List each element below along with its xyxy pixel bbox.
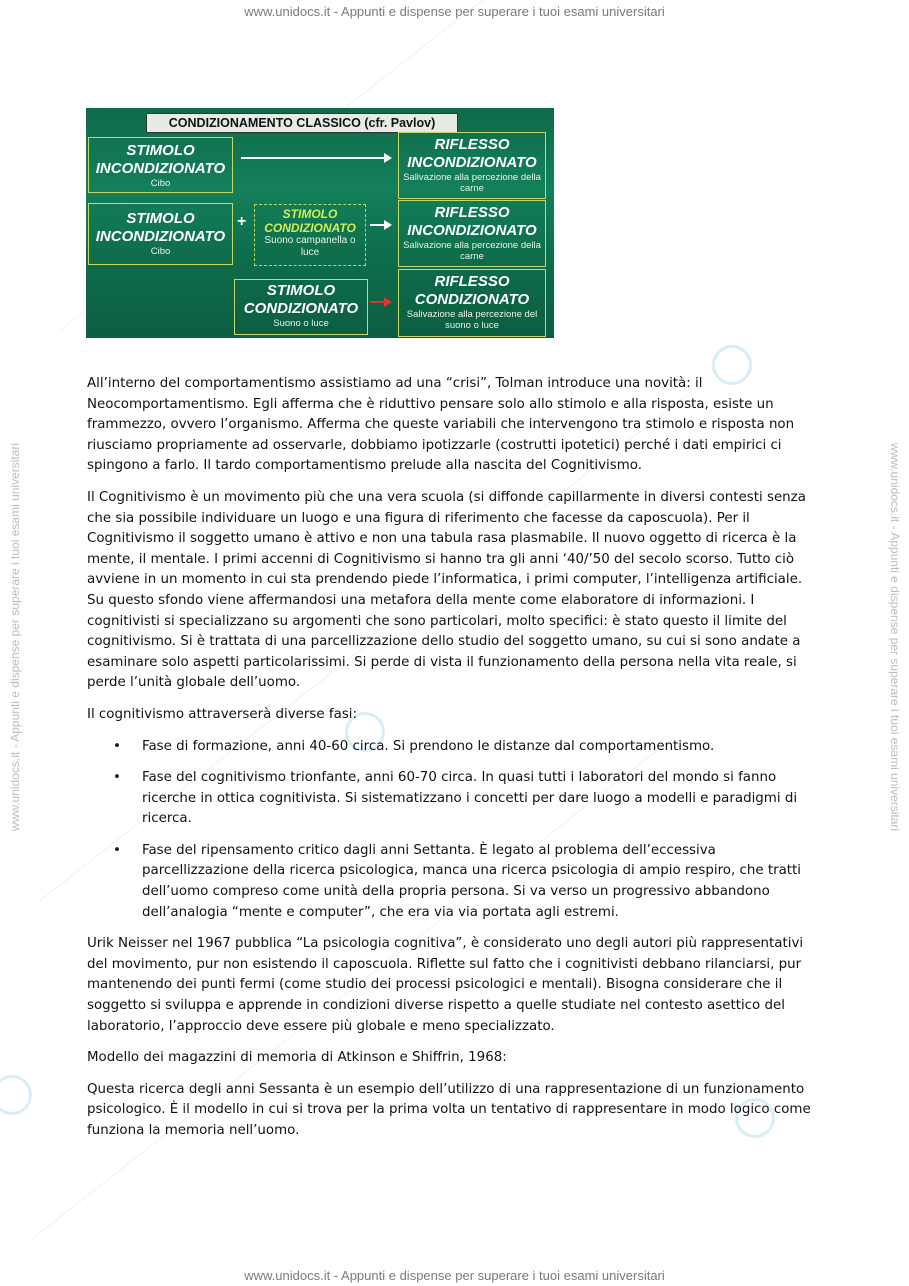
list-item [87,768,822,830]
phase-text: Fase del ripensamento critico dagli anni Settanta. È legato al problema dell’eccessiva parcellizzazione della ricerca psicologica, manca una ricerca psicologia di ampio respiro, che tratti dell’uomo compreso come unità della propria persona. Si va verso un progressivo abbandono dell’analogia “mente e computer”, che era via via portata agli estremi. [142,842,802,920]
watermark-logo-icon [0,1075,32,1115]
watermark-side-right: www.unidocs.it - Appunti e dispense per superare i tuoi esami universitari [888,442,902,832]
document-body [87,374,822,1153]
row2-left-label: STIMOLO INCONDIZIONATO [95,210,226,245]
row2-conditioned-stimulus-box [254,204,366,266]
row1-unconditioned-stimulus-box [88,137,233,193]
row1-left-label: STIMOLO INCONDIZIONATO [95,142,226,177]
watermark-footer: www.unidocs.it - Appunti e dispense per superare i tuoi esami universitari [244,1268,665,1283]
row3-right-sub: Salivazione alla percezione del suono o luce [406,309,538,331]
row2-unconditioned-reflex-box [398,200,546,267]
list-item [87,841,822,923]
row1-right-label: RIFLESSO INCONDIZIONATO [407,136,537,171]
paragraph-memoria: Questa ricerca degli anni Sessanta è un esempio dell’utilizzo di una rappresentazione di un funzionamento psicologico. È il modello in cui si trova per la prima volta un tentativo di rappresentare in modo logico come funziona la memoria nell’uomo. [87,1081,811,1138]
bullet-icon: • [113,770,121,786]
row2-right-sub: Salivazione alla percezione della carne [403,240,541,262]
paragraph-fasi-intro: Il cognitivismo attraverserà diverse fasi: [87,706,358,722]
row3-conditioned-reflex-box [398,269,546,337]
phase-text: Fase del cognitivismo trionfante, anni 60-70 circa. In quasi tutti i laboratori del mondo si fanno ricerche in ottica cognitivista. Si sistematizzano i concetti per dare luogo a modelli e paradigmi di ricerca. [142,770,798,827]
row3-right-label: RIFLESSO CONDIZIONATO [414,273,530,308]
arrow-head-icon [384,220,392,230]
arrow-icon [241,157,386,159]
row1-left-sub: Cibo [150,178,171,189]
row3-conditioned-stimulus-box [234,279,368,335]
row3-left-label: STIMOLO CONDIZIONATO [243,282,359,317]
watermark-header: www.unidocs.it - Appunti e dispense per superare i tuoi esami universitari [244,4,665,19]
row2-right-label: RIFLESSO INCONDIZIONATO [407,204,537,239]
row2-left-sub: Cibo [150,246,171,257]
paragraph-cognitivismo: Il Cognitivismo è un movimento più che una vera scuola (si diffonde capillarmente in diversi contesti senza che sia possibile individuare un luogo e una figura di riferimento che facesse da caposcuola). Per il Cognitivismo il soggetto umano è attivo e non una tabula rasa plasmabile. Il nuovo oggetto di ricerca è la mente, il mentale. I primi accenni di Cognitivismo si hanno tra gli anni ‘40/’50 del secolo scorso. Tutto ciò avviene in un momento in cui sta prendendo piede l’informatica, i primi computer, l’intelligenza artificiale. Su questo sfondo viene affermandosi una metafora della mente come elaboratore di informazioni. I cognitivisti si specializzano su argomenti che sono particolari, molto specifici: è stato questo il limite del cognitivismo. Si è trattata di una parcellizzazione dello studio del soggetto umano, su cui si sono andate a esaminare solo aspetti particolarissimi. Si perde di vista il funzionamento della persona nella vita reale, si perde l’unità globale dell’uomo. [87,489,806,691]
row2-middle-sub: Suono campanella o luce [264,235,356,258]
diagram-title: CONDIZIONAMENTO CLASSICO (cfr. Pavlov) [146,113,458,133]
row1-unconditioned-reflex-box [398,132,546,199]
bullet-icon: • [113,738,121,754]
phases-list [87,737,822,924]
list-item [87,737,822,758]
red-arrow-head-icon [384,297,392,307]
paragraph-atkinson-shiffrin: Modello dei magazzini di memoria di Atkinson e Shiffrin, 1968: [87,1050,507,1066]
plus-sign: + [237,213,247,230]
paragraph-neocomportamentismo: All’interno del comportamentismo assistiamo ad una “crisi”, Tolman introduce una novità: il Neocomportamentismo. Egli afferma che è riduttivo pensare solo allo stimolo e alla risposta, esiste un frammezzo, ovvero l’organismo. Afferma che queste variabili che intervengono tra stimolo e risposta non riusciamo propriamente ad osservarle, dobbiamo ipotizzarle (costrutti ipotetici) perché i dati empirici ci spingono a farlo. Il tardo comportamentismo prelude alla nascita del Cognitivismo. [87,376,795,474]
arrow-head-icon [384,153,392,163]
row3-left-sub: Suono o luce [273,318,329,329]
paragraph-neisser: Urik Neisser nel 1967 pubblica “La psicologia cognitiva”, è considerato uno degli autori più rappresentativi del movimento, pur non esistendo il caposcuola. Riflette sul fatto che i cognitivisti debbano rilanciarsi, pur mantenendo dei punti fermi (come studio dei processi psicologici e mentali). Bisogna considerare che il soggetto si sviluppa e apprende in condizioni diverse rispetto a quelle studiate nel contesto asettico del laboratorio, l’approccio deve essere più globale e meno specializzato. [87,936,804,1034]
bullet-icon: • [113,842,121,858]
phase-text: Fase di formazione, anni 40-60 circa. Si prendono le distanze dal comportamentismo. [142,738,715,754]
watermark-side-left: www.unidocs.it - Appunti e dispense per superare i tuoi esami universitari [8,442,22,832]
row2-middle-label: STIMOLO CONDIZIONATO [264,207,356,235]
row2-unconditioned-stimulus-box [88,203,233,265]
row1-right-sub: Salivazione alla percezione della carne [403,172,541,194]
classical-conditioning-diagram [86,108,554,338]
